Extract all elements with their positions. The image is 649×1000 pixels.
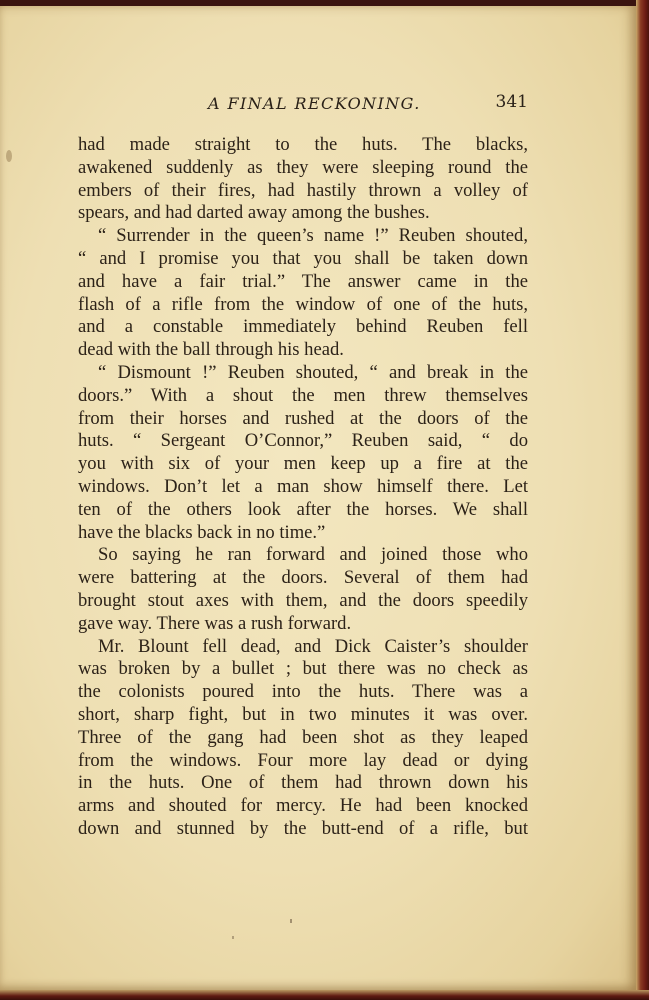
book-page bbox=[0, 6, 636, 990]
text-line: ten of the others look after the horses. We shall bbox=[78, 498, 528, 520]
book-cover-edge bbox=[636, 0, 649, 1000]
text-line: doors.” With a shout the men threw themselves bbox=[78, 384, 528, 406]
text-line: from the windows. Four more lay dead or dying bbox=[78, 749, 528, 771]
text-line: awakened suddenly as they were sleeping round the bbox=[78, 156, 528, 178]
text-line: you with six of your men keep up a fire at the bbox=[78, 453, 528, 475]
body-text bbox=[78, 134, 528, 841]
text-line: dead with the ball through his head. bbox=[78, 339, 344, 361]
paper-mark bbox=[232, 936, 234, 939]
text-line: “ Surrender in the queen’s name !” Reuben shouted, bbox=[98, 225, 528, 247]
text-line: huts. “ Sergeant O’Connor,” Reuben said, “ do bbox=[78, 430, 528, 452]
text-line: brought stout axes with them, and the doors speedily bbox=[78, 589, 528, 611]
text-line: was broken by a bullet ; but there was no check as bbox=[78, 658, 528, 680]
text-line: flash of a rifle from the window of one of the huts, bbox=[78, 293, 528, 315]
text-line: and have a fair trial.” The answer came in the bbox=[78, 270, 528, 292]
text-line: “ Dismount !” Reuben shouted, “ and break in the bbox=[98, 361, 528, 383]
text-line: and a constable immediately behind Reuben fell bbox=[78, 316, 528, 338]
text-line: Mr. Blount fell dead, and Dick Caister’s shoulder bbox=[98, 635, 528, 657]
text-line: in the huts. One of them had thrown down his bbox=[78, 772, 528, 794]
text-line: Three of the gang had been shot as they leaped bbox=[78, 726, 528, 748]
text-line: short, sharp fight, but in two minutes it was over. bbox=[78, 703, 528, 725]
book-bottom-edge bbox=[0, 990, 649, 1000]
text-line: arms and shouted for mercy. He had been knocked bbox=[78, 795, 528, 817]
text-line: had made straight to the huts. The blacks, bbox=[78, 134, 528, 155]
text-line: down and stunned by the butt-end of a rifle, but bbox=[78, 817, 528, 839]
running-head: A FINAL RECKONING. bbox=[208, 94, 421, 113]
page-number: 341 bbox=[495, 92, 528, 112]
text-line: have the blacks back in no time.” bbox=[78, 521, 326, 543]
text-line: embers of their fires, had hastily thrown a volley of bbox=[78, 179, 528, 201]
text-line: “ and I promise you that you shall be taken down bbox=[78, 247, 528, 269]
text-line: the colonists poured into the huts. There was a bbox=[78, 681, 528, 703]
paper-mark bbox=[290, 919, 292, 923]
text-line: So saying he ran forward and joined those who bbox=[98, 544, 528, 566]
text-line: gave way. There was a rush forward. bbox=[78, 612, 352, 634]
page-header bbox=[78, 92, 528, 118]
paper-stain bbox=[6, 150, 12, 162]
text-line: windows. Don’t let a man show himself there. Let bbox=[78, 475, 528, 497]
text-line: were battering at the doors. Several of them had bbox=[78, 567, 528, 589]
text-line: from their horses and rushed at the doors of the bbox=[78, 407, 528, 429]
text-line: spears, and had darted away among the bushes. bbox=[78, 202, 430, 224]
